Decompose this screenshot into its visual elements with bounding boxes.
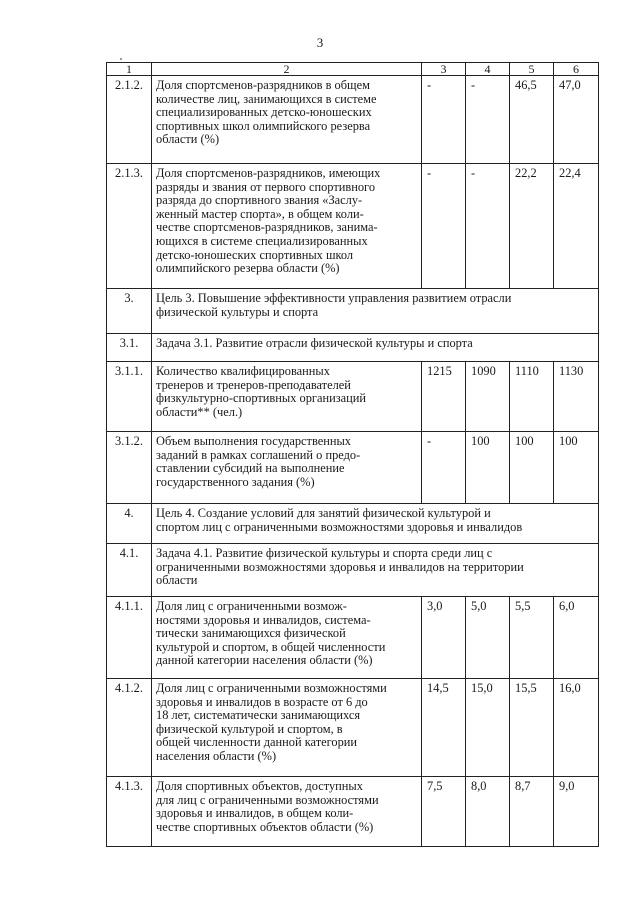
table-row [107,76,599,164]
indicator-text: Доля лиц с ограниченными возможностями здоровья и инвалидов в возрасте от 6 до 18 лет, систематически занимающихся физической культурой и спортом, в общей численности данной категории населения области (%) [152,679,422,777]
indicator-text: Доля спортивных объектов, доступных для лиц с ограниченными возможностями здоровья и инвалидов, в общем коли- честве спортивных объектов области (%) [152,777,422,847]
value-cell: 47,0 [554,76,599,164]
row-number: 3.1. [107,334,152,362]
value-cell: 22,2 [510,164,554,289]
indicators-table [106,62,599,847]
table-row [107,362,599,432]
value-cell: 6,0 [554,597,599,679]
row-number: 2.1.2. [107,76,152,164]
value-cell: 5,5 [510,597,554,679]
row-number: 3. [107,289,152,334]
value-cell: 46,5 [510,76,554,164]
header-cell: 5 [510,63,554,76]
value-cell: 3,0 [422,597,466,679]
value-cell: - [466,164,510,289]
value-cell: 100 [510,432,554,504]
value-cell: - [422,164,466,289]
goal-text: Цель 4. Создание условий для занятий физической культурой и спортом лиц с ограниченными возможностями здоровья и инвалидов [152,504,599,544]
header-cell: 3 [422,63,466,76]
indicator-text: Количество квалифицированных тренеров и тренеров-преподавателей физкультурно-спортивных организаций области** (чел.) [152,362,422,432]
value-cell: 9,0 [554,777,599,847]
header-cell: 1 [107,63,152,76]
table-row [107,679,599,777]
value-cell: 1215 [422,362,466,432]
value-cell: 7,5 [422,777,466,847]
value-cell: 15,0 [466,679,510,777]
goal-row [107,504,599,544]
row-number: 4.1. [107,544,152,597]
row-number: 4.1.2. [107,679,152,777]
goal-text: Цель 3. Повышение эффективности управления развитием отрасли физической культуры и спорта [152,289,599,334]
goal-row [107,289,599,334]
indicator-text: Доля спортсменов-разрядников в общем количестве лиц, занимающихся в системе специализированных детско-юношеских спортивных школ олимпийского резерва области (%) [152,76,422,164]
indicator-text: Доля лиц с ограниченными возмож- ностями здоровья и инвалидов, система- тически занимающихся физической культурой и спортом, в общей численности данной категории населения области (%) [152,597,422,679]
header-cell: 4 [466,63,510,76]
value-cell: 100 [466,432,510,504]
page-number: 3 [316,35,324,50]
row-number: 4. [107,504,152,544]
indicator-text: Объем выполнения государственных заданий в рамках соглашений о предо- ставлении субсидий на выполнение государственного задания (%) [152,432,422,504]
value-cell: 8,7 [510,777,554,847]
table-header-row [107,63,599,76]
header-cell: 6 [554,63,599,76]
task-row [107,544,599,597]
table-row [107,432,599,504]
scan-speck [120,58,122,60]
table-row [107,164,599,289]
value-cell: 5,0 [466,597,510,679]
task-row [107,334,599,362]
row-number: 3.1.1. [107,362,152,432]
table-row [107,777,599,847]
value-cell: - [466,76,510,164]
value-cell: - [422,432,466,504]
value-cell: 1130 [554,362,599,432]
value-cell: 22,4 [554,164,599,289]
value-cell: 14,5 [422,679,466,777]
value-cell: 15,5 [510,679,554,777]
value-cell: 8,0 [466,777,510,847]
table-row [107,597,599,679]
value-cell: - [422,76,466,164]
row-number: 4.1.3. [107,777,152,847]
value-cell: 1090 [466,362,510,432]
value-cell: 1110 [510,362,554,432]
row-number: 2.1.3. [107,164,152,289]
row-number: 3.1.2. [107,432,152,504]
task-text: Задача 4.1. Развитие физической культуры и спорта среди лиц с ограниченными возможностями здоровья и инвалидов на территории области [152,544,599,597]
value-cell: 16,0 [554,679,599,777]
row-number: 4.1.1. [107,597,152,679]
header-cell: 2 [152,63,422,76]
task-text: Задача 3.1. Развитие отрасли физической культуры и спорта [152,334,599,362]
value-cell: 100 [554,432,599,504]
indicator-text: Доля спортсменов-разрядников, имеющих разряды и звания от первого спортивного разряда до спортивного звания «Заслу- женный мастер спорта», в общем коли- честве спортсменов-разрядников, занима- ющихся в системе специализированных детско-юношеских спортивных школ олимпийского резерва области (%) [152,164,422,289]
